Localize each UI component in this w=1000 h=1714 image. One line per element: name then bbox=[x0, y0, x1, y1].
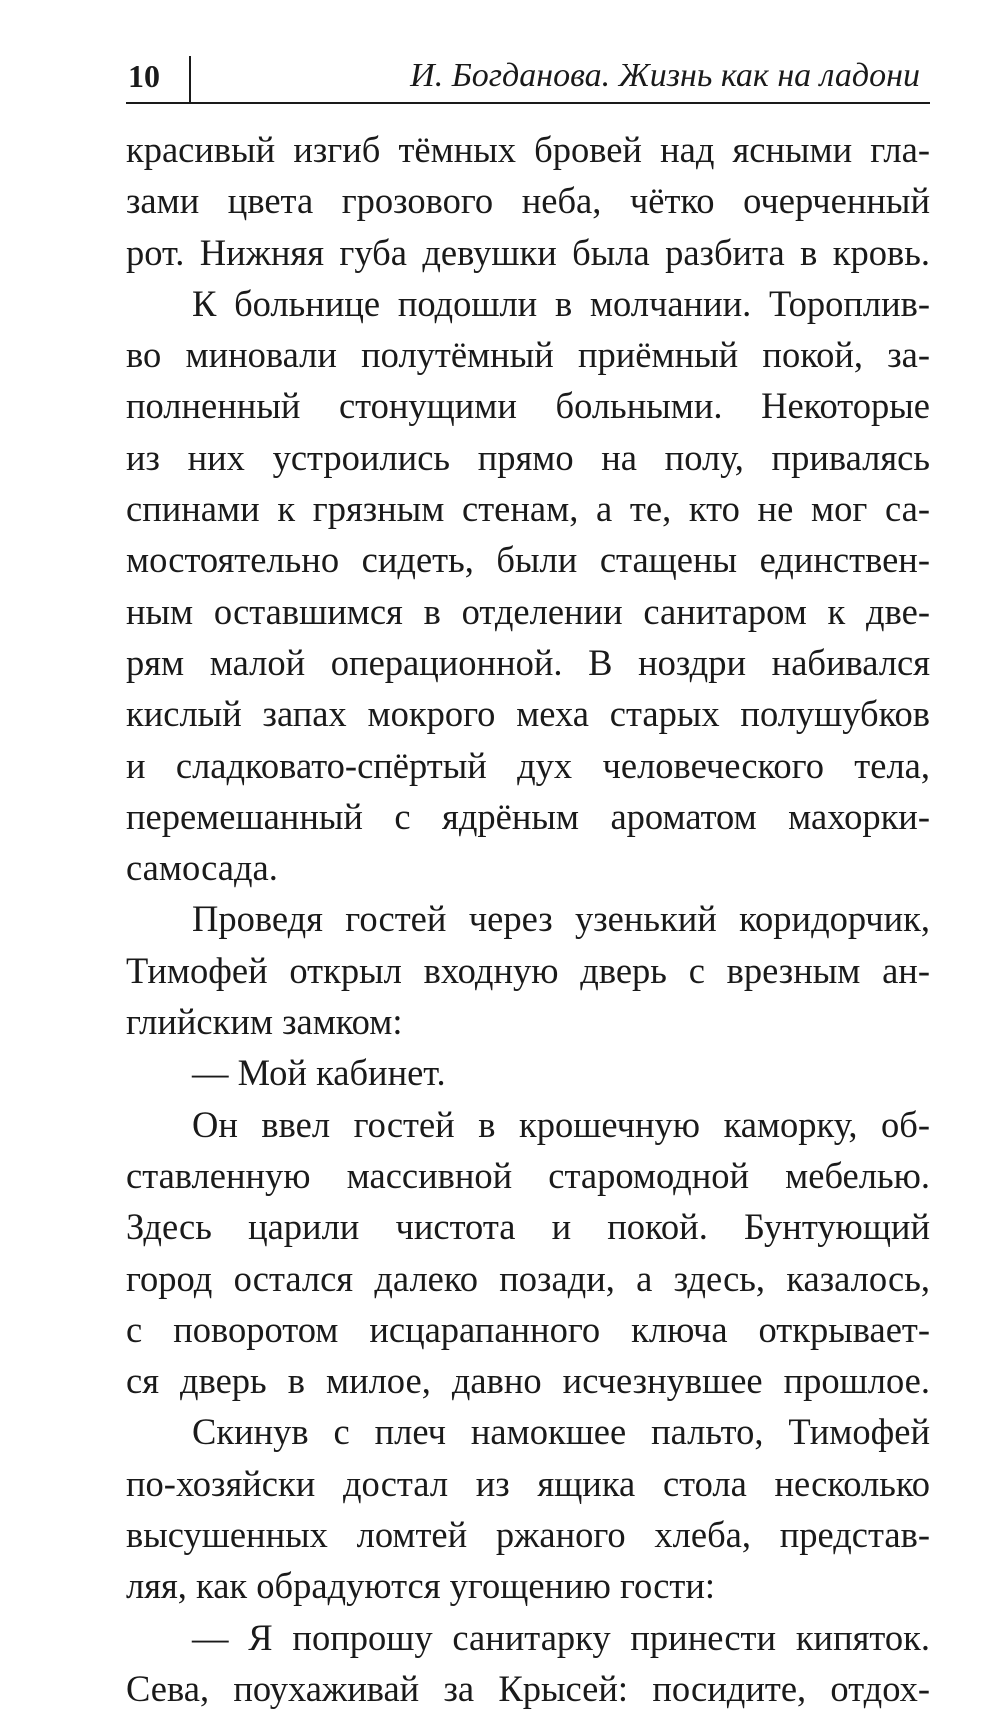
text-line: Скинув с плеч намокшее пальто, Тимофей bbox=[192, 1411, 930, 1453]
page-header bbox=[128, 52, 928, 102]
body-text bbox=[126, 124, 930, 1714]
text-line: высушенных ломтей ржаного хлеба, представ- bbox=[126, 1514, 930, 1556]
text-line: кислый запах мокрого меха старых полушубков bbox=[126, 693, 930, 735]
text-line: К больнице подошли в молчании. Тороплив- bbox=[192, 282, 930, 324]
text-line: по-хозяйски достал из ящика стола несколько bbox=[126, 1462, 930, 1504]
text-line: ся дверь в милое, давно исчезнувшее прошлое. bbox=[126, 1360, 930, 1402]
text-line: Проведя гостей через узенький коридорчик, bbox=[192, 898, 930, 940]
text-line: Сева, поухаживай за Крысей: посидите, отдох- bbox=[126, 1667, 930, 1709]
text-line: и сладковато-спёртый дух человеческого тела, bbox=[126, 744, 930, 786]
text-line: Он ввел гостей в крошечную каморку, об- bbox=[192, 1103, 930, 1145]
text-line: Тимофей открыл входную дверь с врезным ан- bbox=[126, 949, 930, 991]
header-rule bbox=[126, 102, 930, 104]
text-line: город остался далеко позади, а здесь, казалось, bbox=[126, 1257, 930, 1299]
text-line: ным оставшимся в отделении санитаром к две- bbox=[126, 590, 930, 632]
running-head: И. Богданова. Жизнь как на ладони bbox=[410, 57, 920, 94]
text-line: из них устроились прямо на полу, привалясь bbox=[126, 436, 930, 478]
text-line: с поворотом исцарапанного ключа открывает- bbox=[126, 1308, 930, 1350]
header-divider bbox=[189, 56, 191, 102]
text-line: полненный стонущими больными. Некоторые bbox=[126, 385, 930, 427]
text-line: во миновали полутёмный приёмный покой, за- bbox=[126, 334, 930, 376]
text-line: ставленную массивной старомодной мебелью. bbox=[126, 1154, 930, 1196]
text-line: ляя, как обрадуются угощению гости: bbox=[126, 1565, 716, 1607]
text-line: самосада. bbox=[126, 847, 278, 889]
page-number: 10 bbox=[128, 58, 160, 94]
text-line: рот. Нижняя губа девушки была разбита в кровь. bbox=[126, 231, 930, 273]
text-line: Здесь царили чистота и покой. Бунтующий bbox=[126, 1206, 930, 1248]
text-line: рям малой операционной. В ноздри набивался bbox=[126, 641, 930, 683]
text-line: мостоятельно сидеть, были стащены единствен- bbox=[126, 539, 930, 581]
text-line: зами цвета грозового неба, чётко очерченный bbox=[126, 180, 930, 222]
text-line: красивый изгиб тёмных бровей над ясными гла- bbox=[126, 129, 930, 170]
text-line: глийским замком: bbox=[126, 1001, 403, 1043]
text-line: спинами к грязным стенам, а те, кто не мог са- bbox=[126, 488, 930, 530]
text-line: — Мой кабинет. bbox=[192, 1052, 446, 1094]
text-line: перемешанный с ядрёным ароматом махорки- bbox=[126, 795, 930, 837]
text-line: — Я попрошу санитарку принести кипяток. bbox=[192, 1616, 930, 1658]
